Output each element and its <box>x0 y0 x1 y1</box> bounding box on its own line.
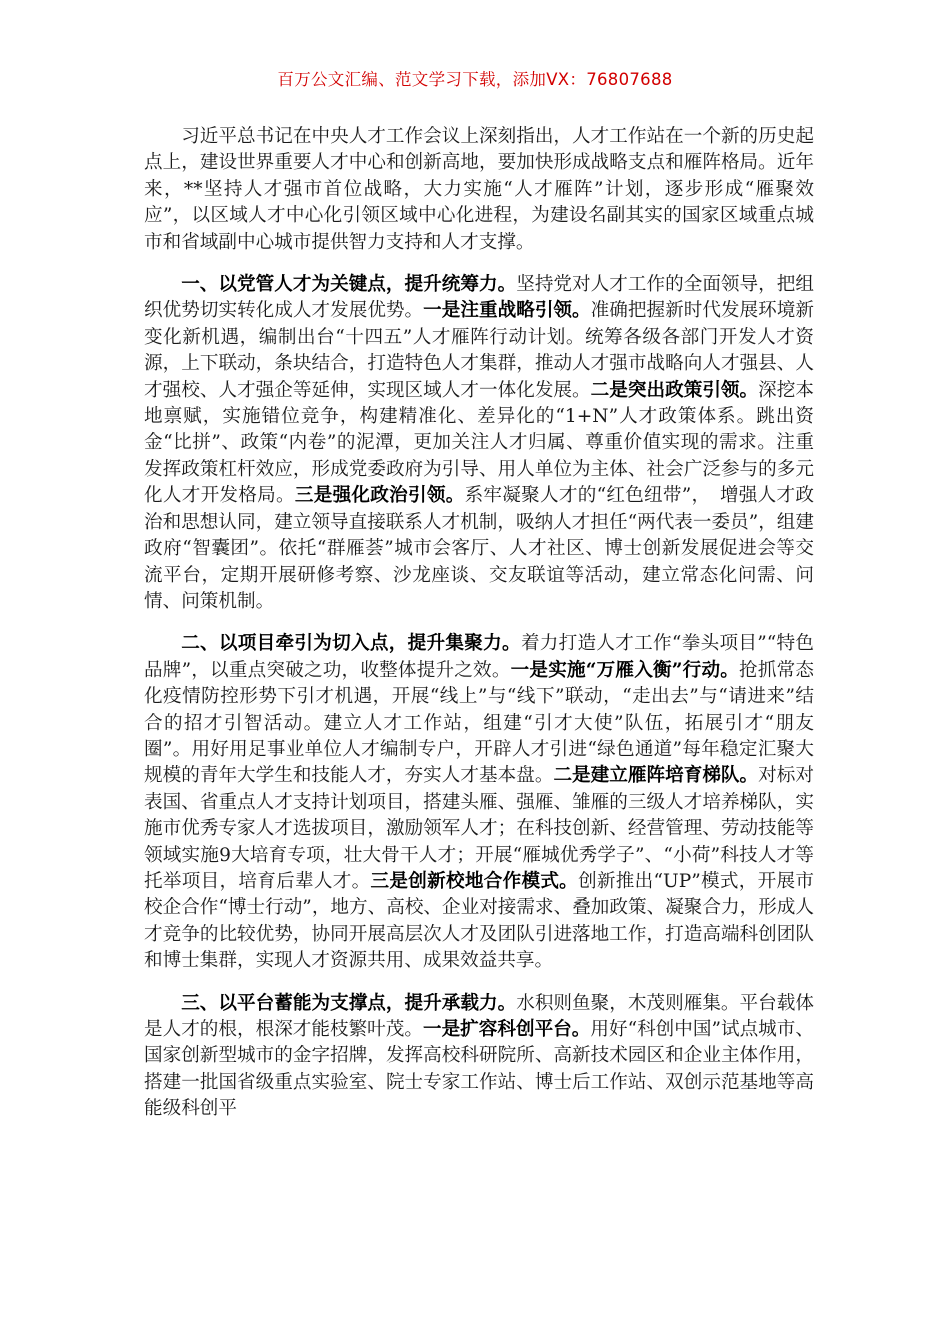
promo-banner: 百万公文汇编、范文学习下载，添加VX：76807688 <box>277 70 673 89</box>
section-1-text: 系牢凝聚人才的“红色纽带”， 增强人才政治和思想认同，建立领导直接联系人才机制，吸纳人才担任“两代表一委员”，组建政府“智囊团”。依托“群雁荟”城市会客厅、人才社区、博士创新发展促进会等交流平台，定期开展研修考察、沙龙座谈、交友联谊等活动，建立常态化问需、问情、问策机制。 <box>144 485 814 612</box>
section-2-subheading-3: 三是创新校地合作模式。 <box>370 870 579 892</box>
section-2-heading: 二、以项目牵引为切入点，提升集聚力。 <box>181 633 521 655</box>
section-1-text: 坚持党对人才工作的全面领导，把组织优势切实转化成人才发展优势。 <box>144 274 814 322</box>
section-3-paragraph <box>144 991 814 1123</box>
section-3-text: 用好“科创中国”试点城市、国家创新型城市的金字招牌，发挥高校科研院所、高新技术园区和企业主体作用，搭建一批国省级重点实验室、院士专家工作站、博士后工作站、双创示范基地等高能级科创平 <box>144 1019 814 1120</box>
section-1-subheading-1: 一是注重战略引领。 <box>423 300 591 322</box>
section-2-text: 着力打造人才工作“拳头项目”“特色品牌”，以重点突破之功，收整体提升之效。 <box>144 633 814 681</box>
section-3-heading: 三、以平台蓄能为支撑点，提升承载力。 <box>181 992 517 1014</box>
section-2-text: 创新推出“UP”模式，开展市校企合作“博士行动”，地方、高校、企业对接需求、叠加政策、凝聚合力，形成人才竞争的比较优势，协同开展高层次人才及团队引进落地工作，打造高端科创团队和博士集群，实现人才资源共用、成果效益共享。 <box>144 870 814 972</box>
section-2-paragraph <box>144 631 814 974</box>
section-1-heading: 一、以党管人才为关键点，提升统筹力。 <box>181 274 517 296</box>
intro-paragraph: 习近平总书记在中央人才工作会议上深刻指出，人才工作站在一个新的历史起点上，建设世界重要人才中心和创新高地，要加快形成战略支点和雁阵格局。近年来，**坚持人才强市首位战略，大力实施“人才雁阵”计划，逐步形成“雁聚效应”，以区域人才中心化引领区域中心化进程，为建设名副其实的国家区域重点城市和省域副中心城市提供智力支持和人才支撑。 <box>144 126 814 253</box>
section-1-subheading-2: 二是突出政策引领。 <box>590 379 759 401</box>
section-3-subheading-1: 一是扩容科创平台。 <box>422 1019 591 1040</box>
section-2-subheading-2: 二是建立雁阵培育梯队。 <box>553 765 759 787</box>
document-body <box>144 124 814 1139</box>
section-1-text: 准确把握新时代发展环境新变化新机遇，编制出台“十四五”人才雁阵行动计划。统筹各级各部门开发人才资源，上下联动，条块结合，打造特色人才集群，推动人才强市战略向人才强县、人才强校、人才强企等延伸，实现区域人才一体化发展。 <box>144 300 814 401</box>
section-2-text: 对标对表国、省重点人才支持计划项目，搭建头雁、强雁、雏雁的三级人才培养梯队，实施市优秀专家人才选拔项目，激励领军人才；在科技创新、经营管理、劳动技能等领域实施9大培育专项，壮大骨干人才；开展“雁城优秀学子”、“小荷”科技人才等托举项目，培育后辈人才。 <box>144 765 814 892</box>
section-1-text: 深挖本地禀赋，实施错位竞争，构建精准化、差异化的“1+N”人才政策体系。跳出资金“比拼”、政策“内卷”的泥潭，更加关注人才归属、尊重价值实现的需求。注重发挥政策杠杆效应，形成党委政府为引导、用人单位为主体、社会广泛参与的多元化人才开发格局。 <box>144 379 814 507</box>
section-1-subheading-3: 三是强化政治引领。 <box>294 485 465 507</box>
section-2-subheading-1: 一是实施“万雁入衡”行动。 <box>510 659 740 681</box>
section-2-text: 抢抓常态化疫情防控形势下引才机遇，开展“线上”与“线下”联动，“走出去”与“请进来”结合的招才引智活动。建立人才工作站，组建“引才大使”队伍，拓展引才“朋友圈”。用好用足事业单位人才编制专户，开辟人才引进“绿色通道”每年稳定汇聚大规模的青年大学生和技能人才，夯实人才基本盘。 <box>144 659 814 787</box>
section-1-paragraph <box>144 272 814 615</box>
section-3-text: 水积则鱼聚，木茂则雁集。平台载体是人才的根，根深才能枝繁叶茂。 <box>144 992 814 1040</box>
